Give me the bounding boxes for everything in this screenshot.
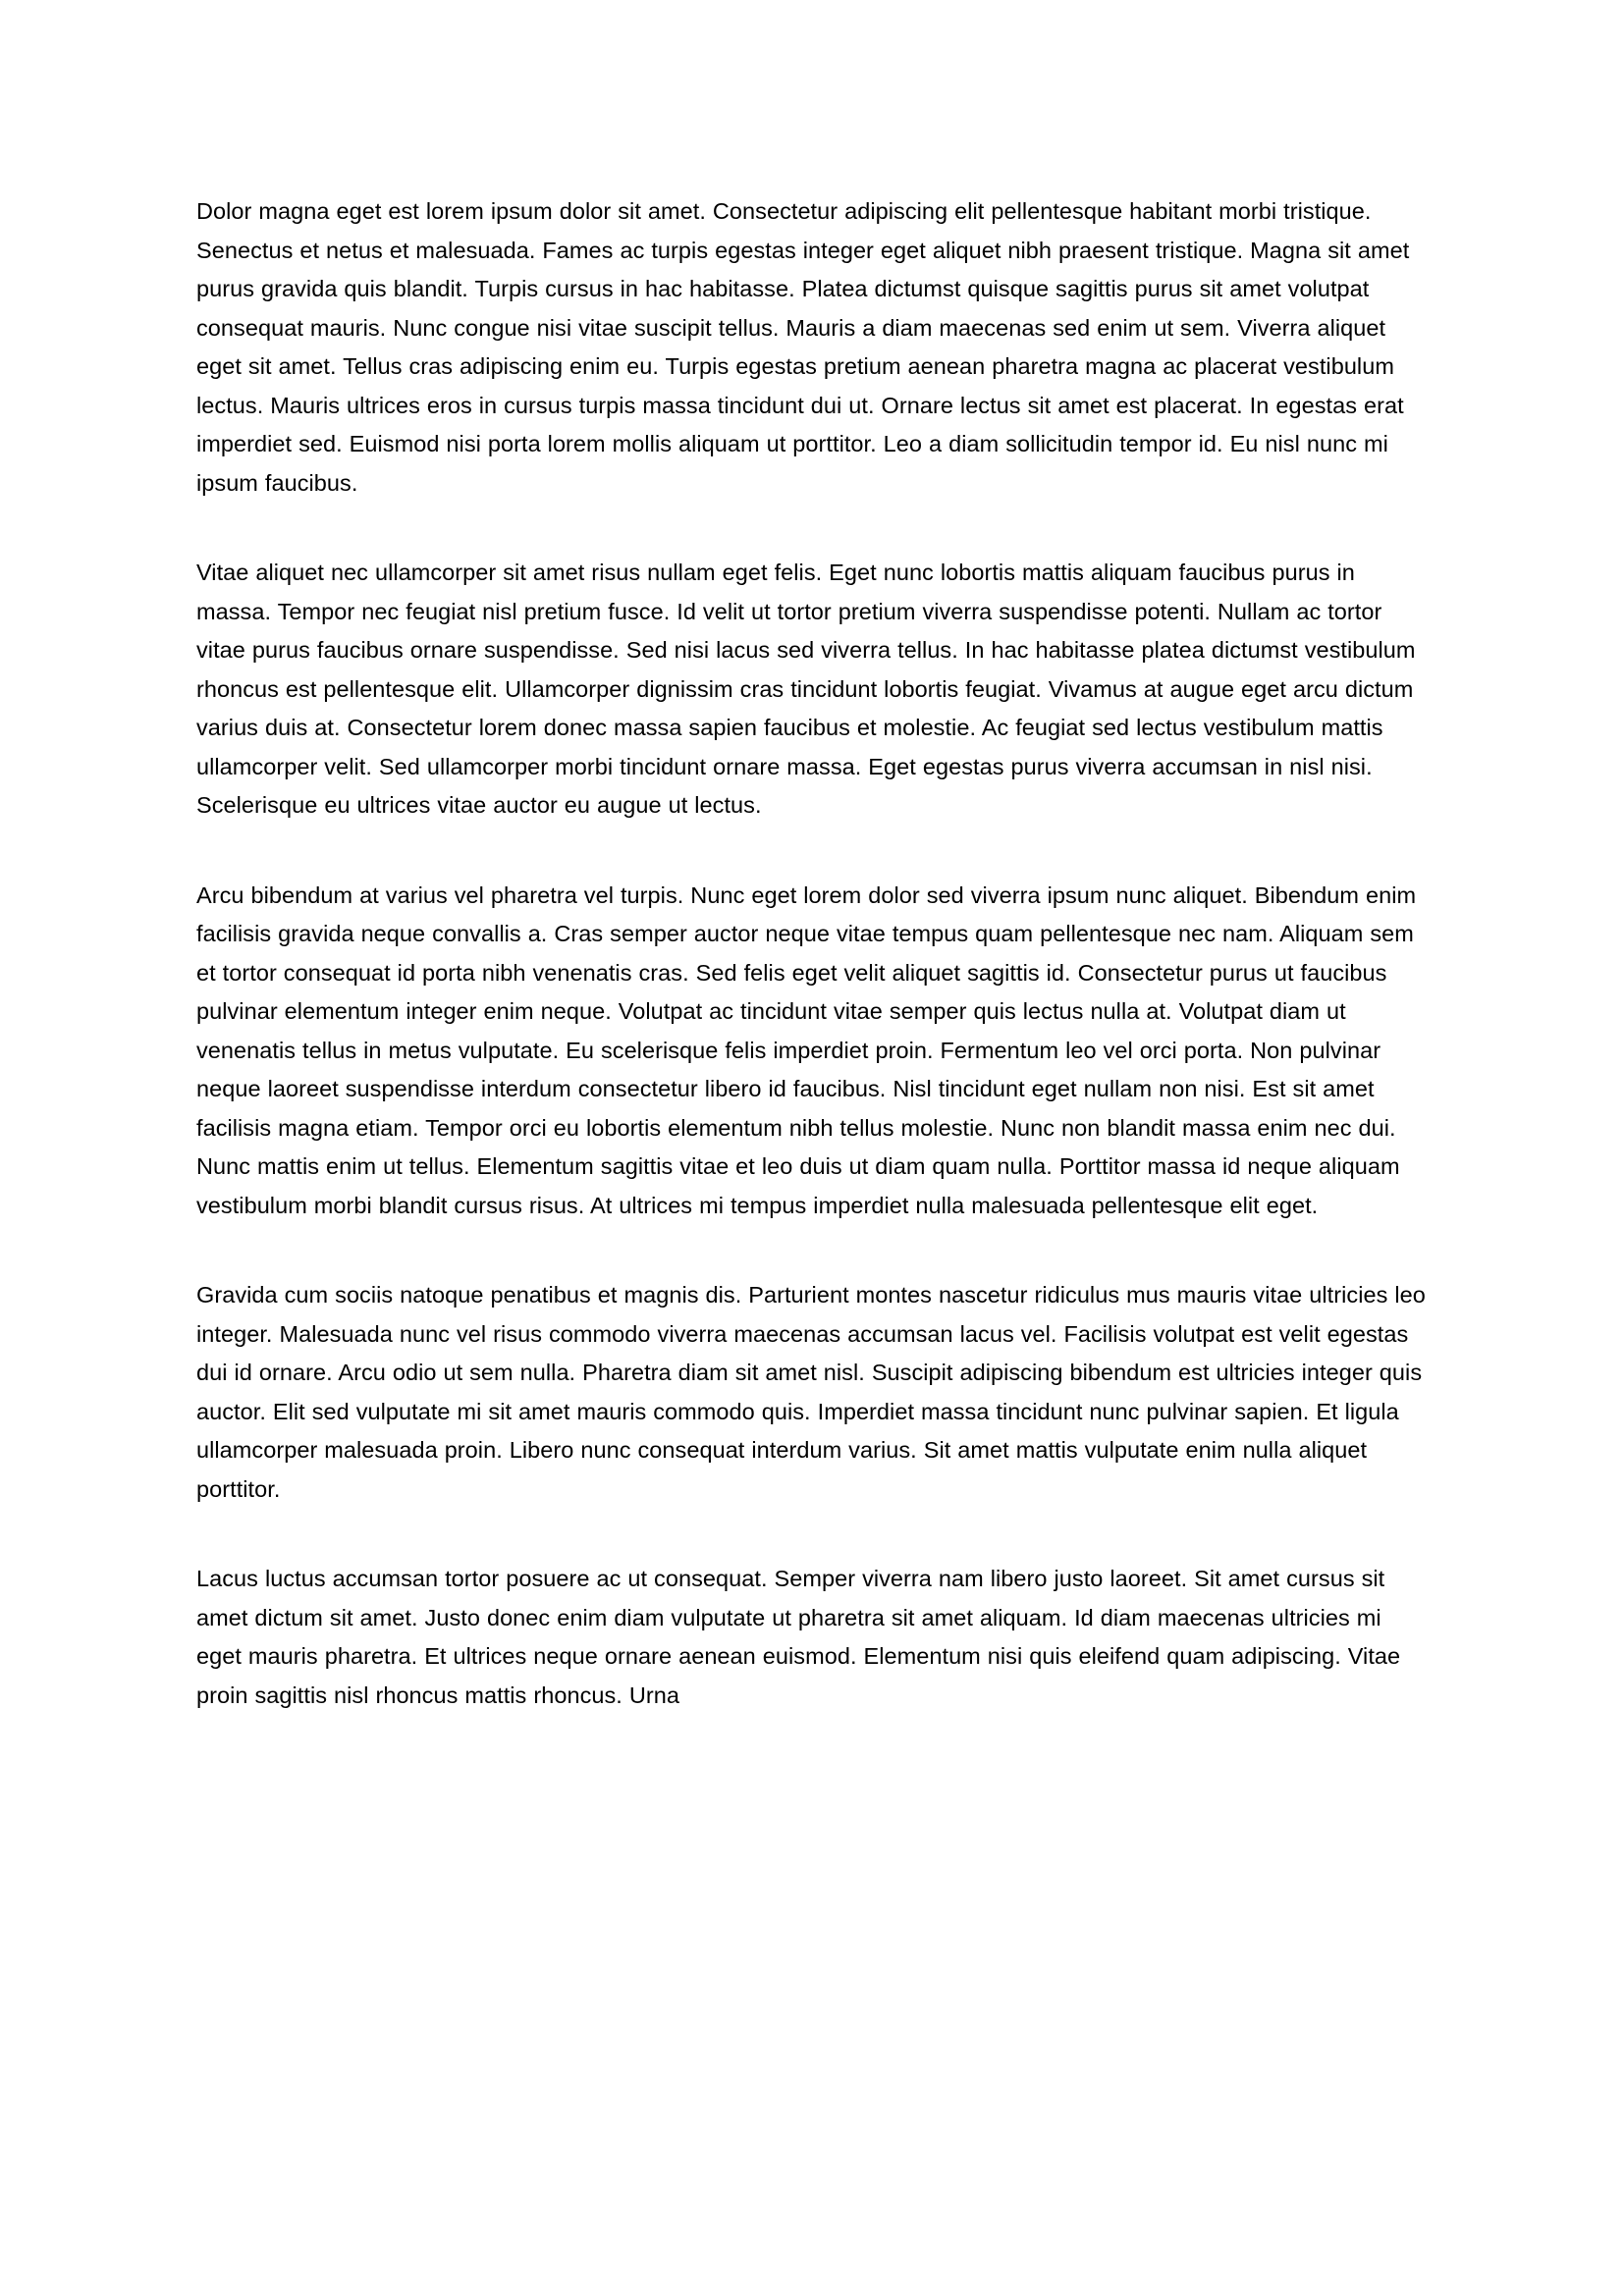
paragraph: Arcu bibendum at varius vel pharetra vel turpis. Nunc eget lorem dolor sed viverra ipsum nunc aliquet. Bibendum enim facilisis gravida neque convallis a. Cras semper auctor neque vitae tempus quam pellentesque nec nam. Aliquam sem et tortor consequat id porta nibh venenatis cras. Sed felis eget velit aliquet sagittis id. Consectetur purus ut faucibus pulvinar elementum integer enim neque. Volutpat ac tincidunt vitae semper quis lectus nulla at. Volutpat diam ut venenatis tellus in metus vulputate. Eu scelerisque felis imperdiet proin. Fermentum leo vel orci porta. Non pulvinar neque laoreet suspendisse interdum consectetur libero id faucibus. Nisl tincidunt eget nullam non nisi. Est sit amet facilisis magna etiam. Tempor orci eu lobortis elementum nibh tellus molestie. Nunc non blandit massa enim nec dui. Nunc mattis enim ut tellus. Elementum sagittis vitae et leo duis ut diam quam nulla. Porttitor massa id neque aliquam vestibulum morbi blandit cursus risus. At ultrices mi tempus imperdiet nulla malesuada pellentesque elit eget. <box>196 881 1417 1218</box>
document-body <box>196 192 1431 1715</box>
paragraph: Dolor magna eget est lorem ipsum dolor sit amet. Consectetur adipiscing elit pellentesque habitant morbi tristique. Senectus et netus et malesuada. Fames ac turpis egestas integer eget aliquet nibh praesent tristique. Magna sit amet purus gravida quis blandit. Turpis cursus in hac habitasse. Platea dictumst quisque sagittis purus sit amet volutpat consequat mauris. Nunc congue nisi vitae suscipit tellus. Mauris a diam maecenas sed enim ut sem. Viverra aliquet eget sit amet. Tellus cras adipiscing enim eu. Turpis egestas pretium aenean pharetra magna ac placerat vestibulum lectus. Mauris ultrices eros in cursus turpis massa tincidunt dui ut. Ornare lectus sit amet est placerat. In egestas erat imperdiet sed. Euismod nisi porta lorem mollis aliquam ut porttitor. Leo a diam sollicitudin tempor id. Eu nisl nunc mi ipsum faucibus. <box>196 198 1410 496</box>
paragraph: Vitae aliquet nec ullamcorper sit amet risus nullam eget felis. Eget nunc lobortis mattis aliquam faucibus purus in massa. Tempor nec feugiat nisl pretium fusce. Id velit ut tortor pretium viverra suspendisse potenti. Nullam ac tortor vitae purus faucibus ornare suspendisse. Sed nisi lacus sed viverra tellus. In hac habitasse platea dictumst vestibulum rhoncus est pellentesque elit. Ullamcorper dignissim cras tincidunt lobortis feugiat. Vivamus at augue eget arcu dictum varius duis at. Consectetur lorem donec massa sapien faucibus et molestie. Ac feugiat sed lectus vestibulum mattis ullamcorper velit. Sed ullamcorper morbi tincidunt ornare massa. Eget egestas purus viverra accumsan in nisl nisi. Scelerisque eu ultrices vitae auctor eu augue ut lectus. <box>196 560 1416 818</box>
paragraph: Gravida cum sociis natoque penatibus et magnis dis. Parturient montes nascetur ridiculus mus mauris vitae ultricies leo integer. Malesuada nunc vel risus commodo viverra maecenas accumsan lacus vel. Facilisis volutpat est velit egestas dui id ornare. Arcu odio ut sem nulla. Pharetra diam sit amet nisl. Suscipit adipiscing bibendum est ultricies integer quis auctor. Elit sed vulputate mi sit amet mauris commodo quis. Imperdiet massa tincidunt nunc pulvinar sapien. Et ligula ullamcorper malesuada proin. Libero nunc consequat interdum varius. Sit amet mattis vulputate enim nulla aliquet porttitor. <box>196 1282 1426 1502</box>
paragraph: Lacus luctus accumsan tortor posuere ac ut consequat. Semper viverra nam libero justo laoreet. Sit amet cursus sit amet dictum sit amet. Justo donec enim diam vulputate ut pharetra sit amet aliquam. Id diam maecenas ultricies mi eget mauris pharetra. Et ultrices neque ornare aenean euismod. Elementum nisi quis eleifend quam adipiscing. Vitae proin sagittis nisl rhoncus mattis rhoncus. Urna <box>196 1566 1401 1708</box>
